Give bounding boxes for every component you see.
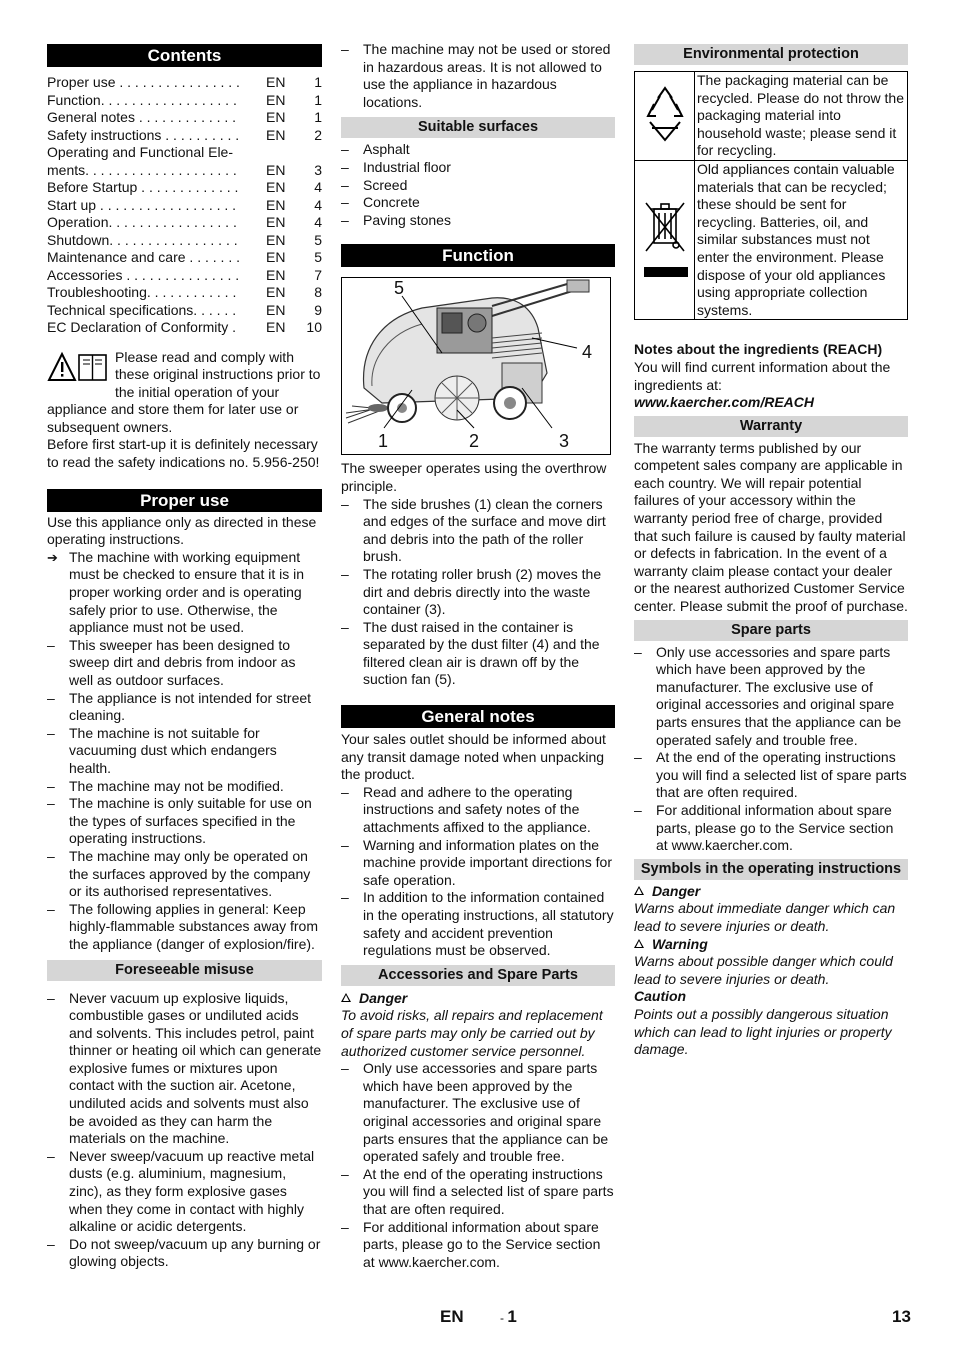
warning-book-icon [47, 351, 109, 385]
toc-entry[interactable] [47, 179, 322, 197]
danger-icon [341, 993, 351, 1002]
misuse-list [47, 990, 322, 1272]
surface-item: – Concrete [341, 194, 615, 212]
column-3 [634, 44, 908, 1059]
accessories-item: – For additional information about spare parts, please go to the Service section at www.kaercher.com. [341, 1219, 615, 1272]
spare-parts-item: – Only use accessories and spare parts which have been approved by the manufacturer. The exclusive use of original accessories and original spare parts ensures that the appliance can be operated safely and trouble free. [634, 644, 908, 750]
function-item: – The side brushes (1) clean the corners and edges of the surface and move dirt and debris into the path of the roller brush. [341, 496, 615, 566]
footer-section-page: - 1 [500, 1307, 517, 1326]
toc-entry[interactable] [47, 74, 322, 92]
toc-entry-title: Accessories . . . . . . . . . . . . . . . [47, 266, 240, 283]
toc-entry-language: EN [266, 161, 286, 178]
contents-heading: Contents [47, 44, 322, 67]
figure-label-5: 5 [394, 278, 405, 299]
footer-language: EN [440, 1307, 464, 1326]
warning-icon [634, 939, 644, 948]
toc-entry[interactable] [47, 284, 322, 302]
spare-parts-list [634, 644, 908, 855]
misuse-item: – Never vacuum up explosive liquids, combustible gases or undiluted acids and solvents. This includes petrol, paint thinner or heating oil which can generate explosive fumes or mixtures upon contact with the suction air. Acetone, undiluted acids and solvents must also be avoided as they can harm the materials on the machine. [47, 990, 322, 1148]
toc-entry-page: 5 [314, 249, 322, 265]
read-notice-text: Please read and comply with these original instructions prior to the initial operation of your appliance and store them for later use or subsequent owners. [47, 348, 321, 435]
toc-entry-page: 7 [314, 266, 322, 283]
read-notice [47, 349, 322, 437]
proper-use-heading: Proper use [47, 489, 322, 512]
toc-entry-page: 4 [314, 196, 322, 213]
toc-entry[interactable] [47, 197, 322, 215]
accessories-danger-text: To avoid risks, all repairs and replacement of spare parts may only be carried out by authorized customer service personnel. [341, 1007, 603, 1059]
misuse-heading: Foreseeable misuse [47, 960, 322, 981]
warning-text: Warns about possible danger which could lead to severe injuries or death. [634, 953, 893, 987]
proper-use-item: – The following applies in general: Keep highly-flammable substances away from the appliance (danger of explosion/fire). [47, 901, 322, 954]
toc-entry-title: Shutdown. . . . . . . . . . . . . . . . . [47, 231, 238, 248]
reach-text: You will find current information about the ingredients at: [634, 358, 891, 393]
toc-entry-page [298, 144, 322, 162]
general-note-item: – In addition to the information contained in the operating instructions, all statutory safety and accident prevention regulations must be observed. [341, 889, 615, 959]
function-heading: Function [341, 244, 615, 267]
column-1 [47, 44, 322, 1271]
toc-entry-page: 5 [314, 231, 322, 248]
toc-entry-language: EN [266, 319, 286, 335]
toc-entry-title: Start up . . . . . . . . . . . . . . . . . . [47, 196, 237, 213]
environment-old-appliances-text: Old appliances contain valuable materials that can be recycled; these should be sent for recycling. Batteries, oil, and similar substances must not enter the environment. Please dispose of your old appliances using appropriate collection systems. [695, 160, 908, 319]
caution-label: Caution [634, 988, 687, 1005]
accessories-item: – At the end of the operating instructions you will find a selected list of spare parts that are often required. [341, 1166, 615, 1219]
accessories-heading: Accessories and Spare Parts [341, 965, 615, 986]
figure-label-2: 2 [469, 431, 480, 452]
toc-entry-page: 1 [314, 74, 322, 90]
proper-use-check: ➔ The machine with working equipment must be checked to ensure that it is in proper working order and is operating safely prior to use. Otherwise, the appliance must not be used. [47, 549, 322, 637]
toc-entry-title: Technical specifications. . . . . . [47, 301, 237, 318]
toc-entry-language: EN [266, 179, 286, 195]
toc-entry[interactable] [47, 144, 322, 162]
toc-entry[interactable] [47, 232, 322, 250]
figure-label-1: 1 [378, 431, 389, 452]
accessories-list [341, 1060, 615, 1271]
surfaces-list [341, 141, 615, 229]
general-note-item: – Warning and information plates on the machine provide important directions for safe operation. [341, 837, 615, 890]
toc-entry-title: General notes . . . . . . . . . . . . . [47, 109, 237, 125]
toc-entry-title: Operating and Functional Ele- [47, 144, 233, 160]
figure-label-4: 4 [582, 342, 593, 363]
recycle-icon [635, 72, 695, 161]
toc-entry-title: Before Startup . . . . . . . . . . . . . [47, 179, 239, 195]
toc-entry-page: 4 [314, 179, 322, 195]
function-list [341, 496, 615, 690]
environment-table [634, 71, 908, 320]
toc-entry-page: 1 [314, 109, 322, 125]
caution-text: Points out a possibly dangerous situation which can lead to light injuries or property damage. [634, 1005, 892, 1058]
toc-entry[interactable] [47, 302, 322, 320]
surface-item: – Industrial floor [341, 159, 615, 177]
toc-entry-language: EN [266, 196, 286, 213]
spare-parts-item: – At the end of the operating instructions you will find a selected list of spare parts that are often required. [634, 749, 908, 802]
toc-entry[interactable] [47, 162, 322, 180]
proper-use-item: – The machine is only suitable for use on the types of surfaces specified in the operating instructions. [47, 795, 322, 848]
proper-use-intro: Use this appliance only as directed in these operating instructions. [47, 513, 317, 548]
toc-entry[interactable] [47, 92, 322, 110]
toc-entry-language: EN [266, 301, 286, 318]
table-of-contents [47, 74, 322, 337]
toc-entry-language: EN [266, 284, 286, 300]
toc-entry[interactable] [47, 267, 322, 285]
toc-entry-language: EN [266, 91, 286, 108]
toc-entry-title: Function. . . . . . . . . . . . . . . . . . [47, 91, 237, 108]
toc-entry-page: 2 [314, 126, 322, 143]
proper-use-item: – The appliance is not intended for street cleaning. [47, 690, 322, 725]
toc-entry[interactable] [47, 127, 322, 145]
weee-bin-icon [635, 160, 695, 319]
general-list [341, 784, 615, 960]
reach-heading: Notes about the ingredients (REACH) [634, 341, 883, 358]
toc-entry-language: EN [266, 266, 286, 283]
toc-entry-title: ments. . . . . . . . . . . . . . . . . . . . [47, 161, 237, 178]
hazard-item: – The machine may not be used or stored in hazardous areas. It is not allowed to use the appliance in hazardous locations. [341, 41, 615, 111]
sweeper-illustration [342, 278, 610, 454]
toc-entry[interactable] [47, 319, 322, 337]
toc-entry[interactable] [47, 214, 322, 232]
column-2 [341, 41, 615, 1271]
toc-entry-title: EC Declaration of Conformity . [47, 319, 237, 335]
accessories-danger-label: Danger [341, 990, 615, 1008]
toc-entry-title: Safety instructions . . . . . . . . . . [47, 126, 240, 143]
warranty-text: The warranty terms published by our competent sales company are applicable in each country. We will repair potential failures of your accessory within the warranty period free of charge, provided that such failure is caused by faulty material or defects in fabrication. In the event of a warranty claim please contact your dealer or the nearest authorized Customer Service center. Please submit the proof of purchase. [634, 439, 908, 615]
toc-entry-title: Operation. . . . . . . . . . . . . . . . . [47, 214, 237, 230]
danger-label: Danger [634, 883, 908, 901]
proper-use-list [47, 637, 322, 954]
surface-item: – Paving stones [341, 212, 615, 230]
accessories-item: – Only use accessories and spare parts which have been approved by the manufacturer. The exclusive use of original accessories and original spare parts ensures that the appliance can be operated safely and trouble free. [341, 1060, 615, 1166]
environment-heading: Environmental protection [634, 44, 908, 65]
toc-entry-page: 9 [314, 301, 322, 318]
figure-label-3: 3 [559, 431, 570, 452]
toc-entry[interactable] [47, 249, 322, 267]
sweeper-figure [341, 277, 611, 455]
toc-entry-page: 4 [314, 214, 322, 230]
toc-entry[interactable] [47, 109, 322, 127]
function-item: – The rotating roller brush (2) moves the dirt and debris directly into the waste container (3). [341, 566, 615, 619]
spare-parts-item: – For additional information about spare parts, please go to the Service section at www.kaercher.com. [634, 802, 908, 855]
toc-entry-title: Maintenance and care . . . . . . . [47, 249, 240, 265]
proper-use-item: – The machine is not suitable for vacuuming dust which endangers health. [47, 725, 322, 778]
misuse-item: – Do not sweep/vacuum up any burning or glowing objects. [47, 1236, 322, 1271]
surface-item: – Screed [341, 177, 615, 195]
proper-use-item: – The machine may only be operated on the surfaces approved by the company or its authorised representatives. [47, 848, 322, 901]
toc-entry-page: 1 [314, 91, 322, 108]
toc-entry-language: EN [266, 74, 286, 90]
toc-entry-language: EN [266, 214, 286, 230]
toc-entry-page: 3 [314, 161, 322, 178]
toc-entry-language: EN [266, 109, 286, 125]
danger-icon [634, 886, 644, 895]
warning-label: Warning [634, 936, 908, 954]
reach-link[interactable]: www.kaercher.com/REACH [634, 394, 814, 411]
proper-use-item: – This sweeper has been designed to sweep dirt and debris from indoor as well as outdoor surfaces. [47, 637, 322, 690]
general-note-item: – Read and adhere to the operating instructions and safety notes of the attachments affixed to the appliance. [341, 784, 615, 837]
symbols-heading: Symbols in the operating instructions [634, 859, 908, 880]
toc-entry-page: 10 [306, 319, 322, 335]
function-intro: The sweeper operates using the overthrow principle. [341, 460, 607, 494]
toc-entry-title: Proper use . . . . . . . . . . . . . . . . [47, 74, 240, 90]
function-item: – The dust raised in the container is separated by the dust filter (4) and the filtered clean air is drawn off by the suction fan (5). [341, 619, 615, 689]
spare-parts-heading: Spare parts [634, 620, 908, 641]
toc-entry-language [258, 144, 298, 162]
before-start-text: Before first start-up it is definitely necessary to read the safety indications no. 5.956-250! [47, 436, 320, 471]
toc-entry-language: EN [266, 231, 286, 248]
surfaces-heading: Suitable surfaces [341, 117, 615, 138]
warranty-heading: Warranty [634, 416, 908, 437]
proper-use-item: – The machine may not be modified. [47, 778, 322, 796]
toc-entry-language: EN [266, 249, 286, 265]
toc-entry-title: Troubleshooting. . . . . . . . . . . . [47, 284, 237, 300]
footer-page-number: 13 [892, 1307, 911, 1326]
toc-entry-language: EN [266, 126, 286, 143]
general-notes-heading: General notes [341, 705, 615, 728]
toc-entry-page: 8 [314, 284, 322, 300]
misuse-item: – Never sweep/vacuum up reactive metal dusts (e.g. aluminium, magnesium, zinc), as they form explosive gases when they come in contact with highly alkaline or acidic detergents. [47, 1148, 322, 1236]
danger-text: Warns about immediate danger which can lead to severe injuries or death. [634, 900, 896, 934]
general-intro: Your sales outlet should be informed about any transit damage noted when unpacking the product. [341, 731, 606, 783]
environment-packaging-text: The packaging material can be recycled. Please do not throw the packaging material into household waste; please send it for recycling. [695, 72, 908, 161]
surface-item: – Asphalt [341, 141, 615, 159]
